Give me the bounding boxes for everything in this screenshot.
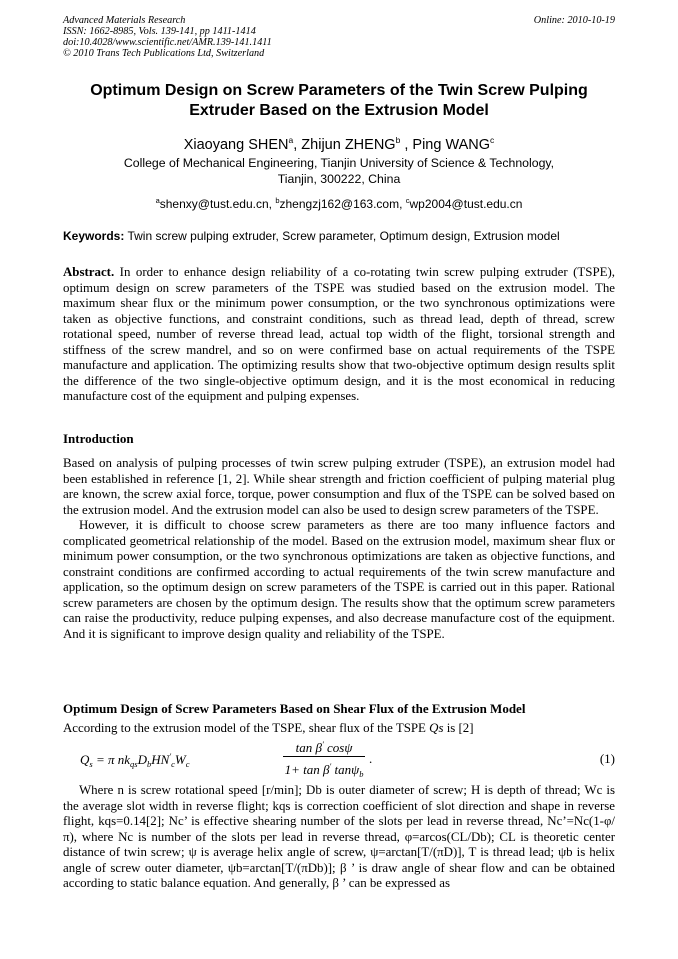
author-name: Ping WANG [412,137,491,153]
eq-symbol: 1+ tan β [284,762,330,777]
author-mark: b [395,135,401,145]
abstract [63,265,615,405]
eq-symbol: = π nk [92,752,131,767]
email-address[interactable]: zhengzj162@163.com [279,197,400,211]
paragraph: However, it is difficult to choose screw parameters as there are too many influence factors and complicated geometrical relationship of the model. Based on the extrusion model, maximum shear flux or minimum power consumption, or the two synchronous optimizations are taken as objective functions, and constraint conditions are confirmed according to actual requirements of the twin screw manufacture and application, so the optimum design on screw parameters of the TSPE is carried out in this paper. Rational screw parameters are chosen by the optimum design. The results show that the optimum screw parameters can raise the productivity, reduce pulping expenses, and also decrease manufacture cost of the equipment. And it is significant to improve design quality and reliability of the TSPE. [63,518,615,641]
journal-doi: doi:10.4028/www.scientific.net/AMR.139-141.1411 [63,37,272,48]
eq-subscript: c [171,759,175,769]
email-separator: , [268,197,276,211]
journal-name: Advanced Materials Research [63,15,186,26]
email-mark: c [405,196,410,205]
section-heading-introduction: Introduction [63,431,134,446]
email-mark: a [155,196,160,205]
intro-text: According to the extrusion model of the TSPE, shear flux of the TSPE [63,721,430,735]
email-mark: b [275,196,280,205]
introduction-body [63,456,615,642]
eq-numerator [283,737,365,755]
keywords [63,229,615,244]
title-line: Optimum Design on Screw Parameters of the Twin Screw Pulping [90,82,588,99]
equation-fraction [283,737,365,782]
abstract-label: Abstract. [63,265,115,279]
eq-superscript: ' [329,761,332,771]
eq-subscript: s [89,759,93,769]
email-list [63,193,615,212]
eq-symbol: Q [80,752,90,767]
email-separator: , [399,197,406,211]
journal-issn: ISSN: 1662-8985, Vols. 139-141, pp 1411-1414 [63,26,256,37]
eq-symbol: W [174,752,186,767]
journal-header [63,15,615,59]
intro-variable: Qs [429,721,444,735]
eq-subscript: qs [130,759,138,769]
author-separator: , [293,137,302,153]
journal-copyright: © 2010 Trans Tech Publications Ltd, Switzerland [63,48,265,59]
affiliation [63,156,615,187]
eq-symbol: HN [151,752,170,767]
eq-superscript: ' [321,739,324,749]
equation-1 [80,737,615,781]
email-address[interactable]: wp2004@tust.edu.cn [409,197,523,211]
paragraph: Based on analysis of pulping processes of twin screw pulping extruder (TSPE), an extrusion model had been established in reference [1, 2]. While shear strength and friction coefficient of pulping material plug are known, the screw axial force, torque, power consumption and flux of the TSPE can be solved based on the extrusion model. And the extrusion model can also be used to design screw parameters of the TSPE. [63,456,615,517]
eq-superscript: ' [169,751,172,761]
section2-paragraph: Where n is screw rotational speed [r/min]; Db is outer diameter of screw; H is depth of thread; Wc is the average slot width in reverse flight; kqs is correction coefficient of slot direction and shape in reverse flight, kqs=0.14[2]; Nc’ is effective shearing number of the slots per lead in reverse thread, Nc’=Nc(1-φ/π), where Nc is number of the slots per lead in reverse thread, φ=arcos(CL/Db); CL is theoretic center distance of twin screw; ψ is average helix angle of screw, ψ=arctan[T/(πD)], T is thread lead; ψb is helix angle of screw outer diameter, ψb=arctan[T/(πDb)]; β ’ is draw angle of shear flow and can be obtained according to static balance equation. And generally, β ’ can be expressed as [63,783,615,890]
eq-period: . [369,751,373,766]
author-list [63,131,615,154]
keywords-label: Keywords: [63,229,125,243]
online-date: Online: 2010-10-19 [533,15,615,26]
author-name: Xiaoyang SHEN [183,137,289,153]
title-line: Extruder Based on the Extrusion Model [189,101,489,119]
equation-lhs [80,751,190,769]
paper-title [63,81,615,120]
equation-number: (1) [599,751,615,766]
eq-subscript: b [146,759,152,769]
email-address[interactable]: shenxy@tust.edu.cn [159,197,269,211]
author-name: Zhijun ZHENG [301,137,396,153]
eq-subscript: c [185,759,190,769]
eq-symbol: tan β [295,740,322,755]
fraction-bar [283,756,365,757]
intro-text: is [2] [443,721,474,735]
eq-denominator [283,759,365,782]
eq-symbol: tanψ [331,762,360,777]
abstract-text: In order to enhance design reliability of a co-rotating twin screw pulping extruder (TSPE), optimum design on screw parameters of the TSPE was studied based on the extrusion model. The maximum shear flux or the minimum power consumption, or the two synchronous optimizations were taken as objective functions, and constraint conditions, such as thread lead, depth of thread, screw rotational speed, number of reverse thread lead, actual top width of the flight, torsional strength and stiffness of the screw mandrel, and so on were confirmed base on actual requirements of the TSPE manufacture and application. The optimizing results show that two-objective optimum design results split the difference of the two single-objective optimum design, and it is the most economical in reducing manufacture cost of the equipment and pulping expenses. [63,265,615,403]
author-separator: , [400,137,413,153]
section2-intro [63,721,615,737]
affiliation-line: Tianjin, 300222, China [277,171,401,186]
author-mark: c [490,135,495,145]
eq-subscript: b [359,769,364,779]
eq-symbol: D [137,752,147,767]
keywords-text: Twin screw pulping extruder, Screw parameter, Optimum design, Extrusion model [124,229,560,243]
affiliation-line: College of Mechanical Engineering, Tianjin University of Science & Technology, [123,156,555,170]
author-mark: a [288,135,294,145]
eq-symbol: cosψ [323,740,353,755]
section-heading-optimum-design: Optimum Design of Screw Parameters Based on Shear Flux of the Extrusion Model [63,701,526,716]
